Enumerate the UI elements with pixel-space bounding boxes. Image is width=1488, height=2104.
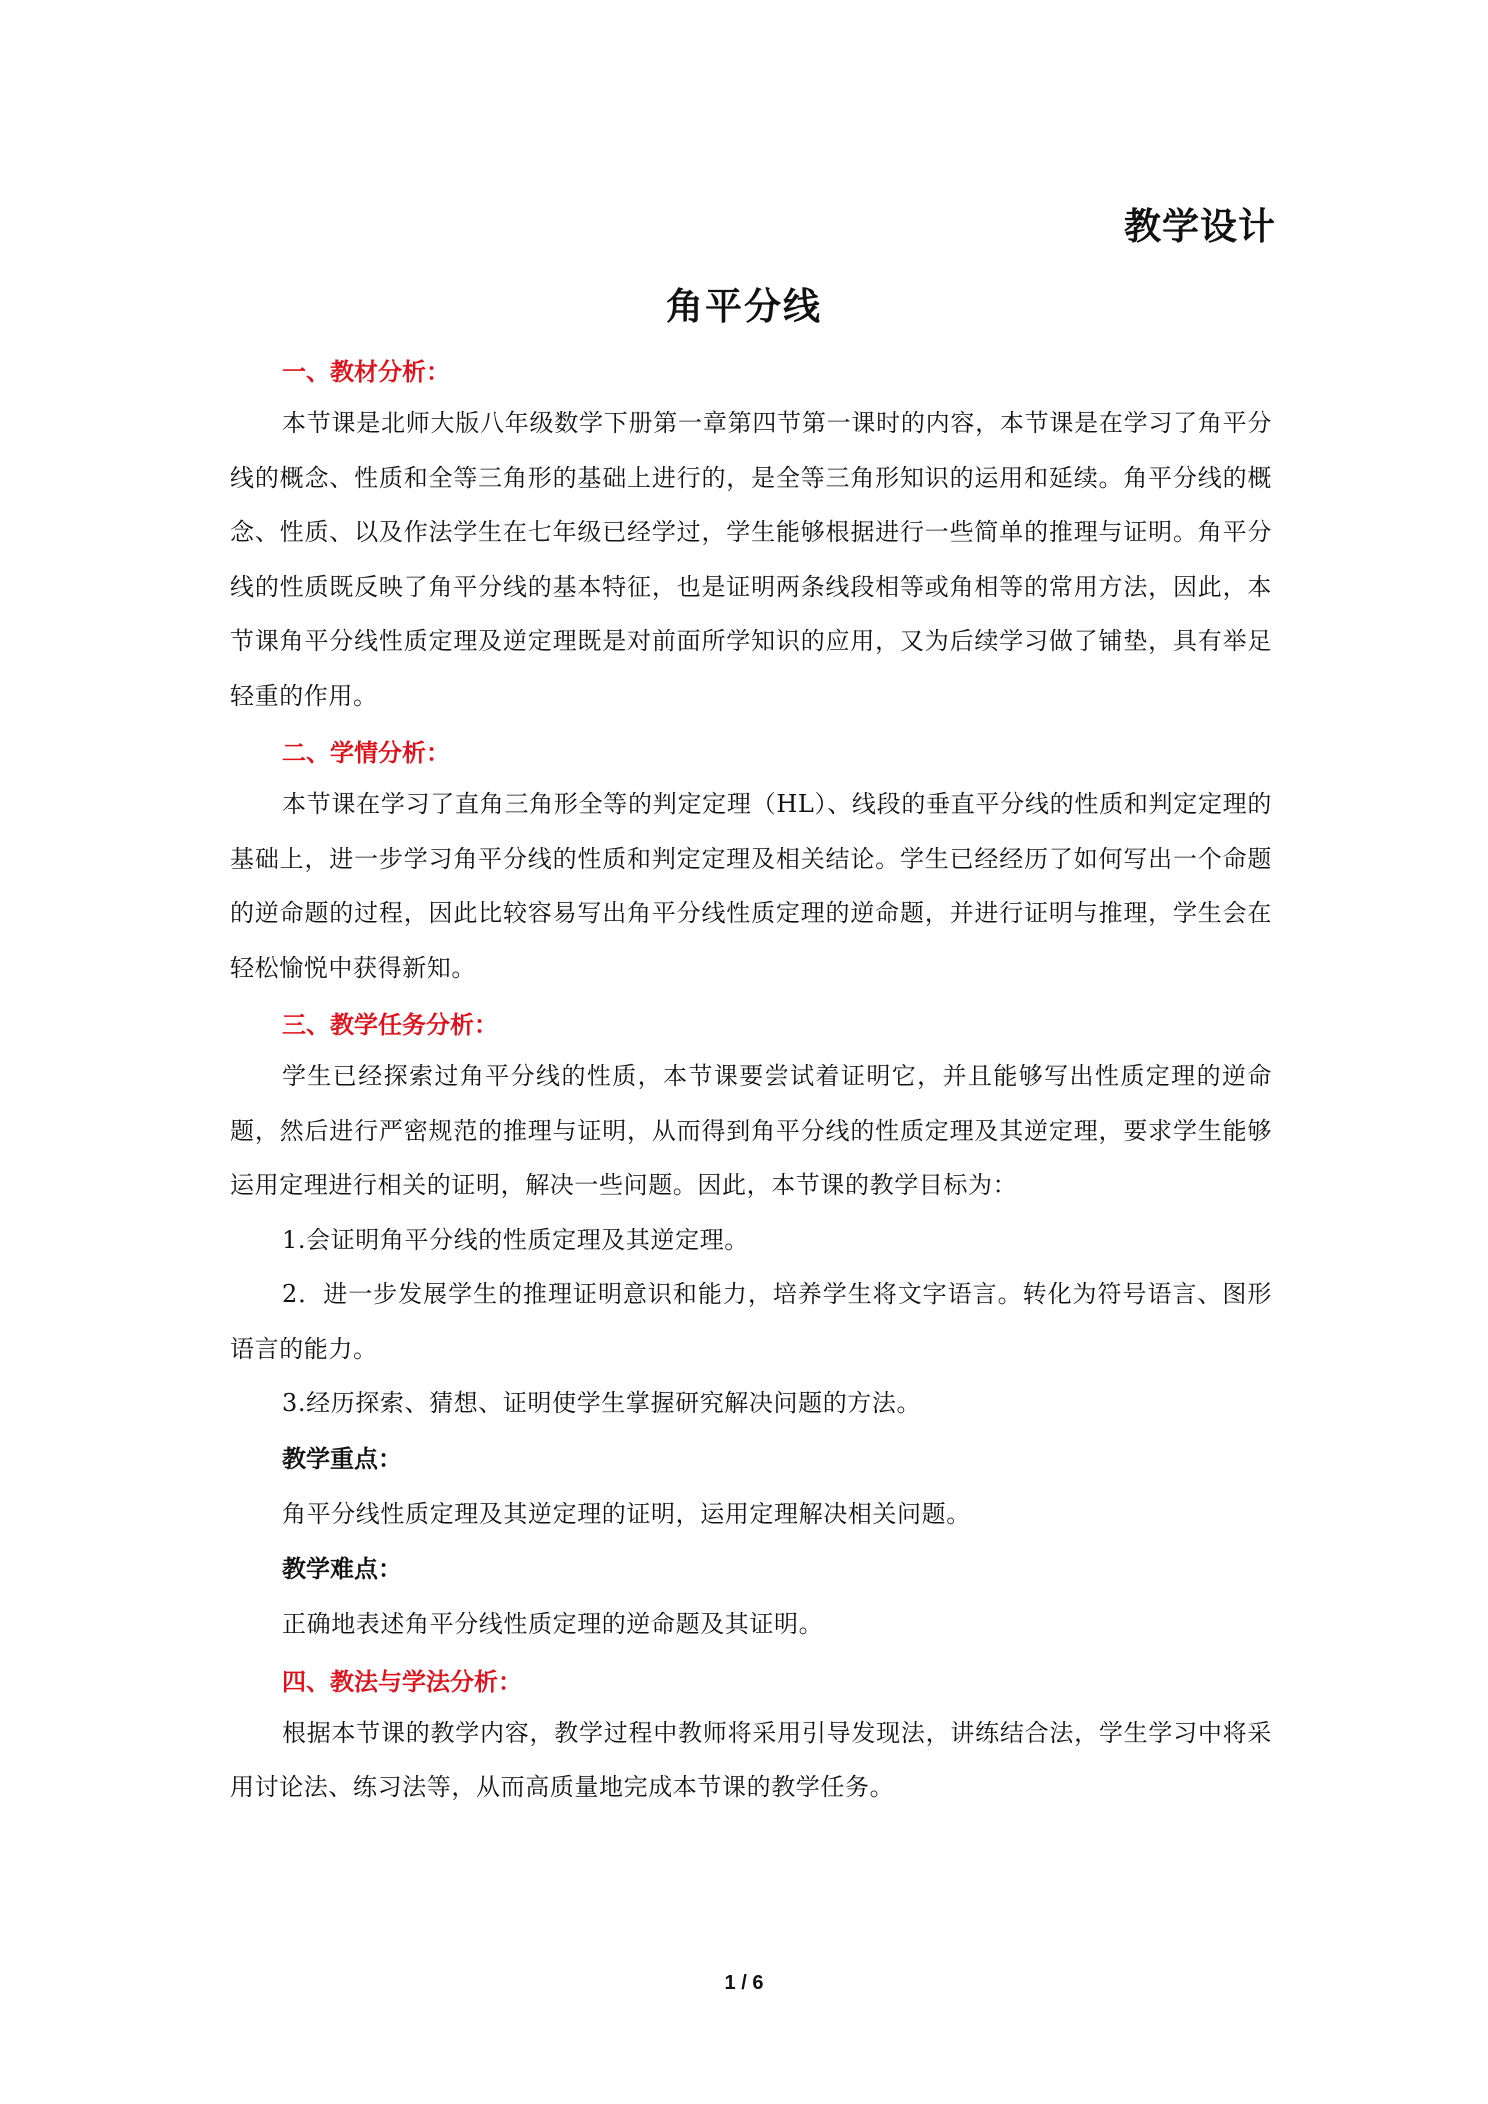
- section-heading: 四、教法与学法分析：: [282, 1667, 522, 1696]
- paragraph: 根据本节课的教学内容，教学过程中教师将采用引导发现法，讲练结合法，学生学习中将采用讨论法、练习法等，从而高质量地完成本节课的教学任务。: [230, 1718, 1272, 1801]
- section-heading: 一、教材分析：: [282, 358, 450, 386]
- section-teaching-task-analysis: [230, 1001, 1272, 1652]
- document-type-label: 教学设计: [1124, 205, 1276, 248]
- difficulty-text: 正确地表述角平分线性质定理的逆命题及其证明。: [282, 1610, 824, 1638]
- key-point-text: 角平分线性质定理及其逆定理的证明，运用定理解决相关问题。: [282, 1499, 971, 1528]
- document-title: 角平分线: [666, 285, 822, 328]
- document-body: [230, 348, 1272, 1815]
- section-textbook-analysis: [230, 348, 1272, 723]
- objective-item: 2．进一步发展学生的推理证明意识和能力，培养学生将文字语言。转化为符号语言、图形语言的能力。: [230, 1280, 1272, 1363]
- difficulty-label: 教学难点：: [282, 1555, 402, 1583]
- paragraph: 本节课在学习了直角三角形全等的判定定理（HL）、线段的垂直平分线的性质和判定定理的基础上，进一步学习角平分线的性质和判定定理及相关结论。学生已经经历了如何写出一个命题的逆命题的过程，因此比较容易写出角平分线性质定理的逆命题，并进行证明与推理，学生会在轻松愉悦中获得新知。: [230, 790, 1272, 982]
- section-teaching-method-analysis: [230, 1658, 1272, 1815]
- section-heading: 二、学情分析：: [282, 739, 450, 767]
- section-student-analysis: [230, 729, 1272, 995]
- section-heading: 三、教学任务分析：: [282, 1011, 498, 1039]
- paragraph: 学生已经探索过角平分线的性质，本节课要尝试着证明它，并且能够写出性质定理的逆命题，然后进行严密规范的推理与证明，从而得到角平分线的性质定理及其逆定理，要求学生能够运用定理进行相关的证明，解决一些问题。因此，本节课的教学目标为：: [230, 1062, 1272, 1199]
- page-number: 1 / 6: [724, 1972, 764, 1994]
- objective-item: 3.经历探索、猜想、证明使学生掌握研究解决问题的方法。: [282, 1389, 922, 1417]
- key-point-label: 教学重点：: [282, 1444, 402, 1473]
- objective-item: 1.会证明角平分线的性质定理及其逆定理。: [282, 1225, 749, 1254]
- paragraph: 本节课是北师大版八年级数学下册第一章第四节第一课时的内容，本节课是在学习了角平分线的概念、性质和全等三角形的基础上进行的，是全等三角形知识的运用和延续。角平分线的概念、性质、以及作法学生在七年级已经学过，学生能够根据进行一些简单的推理与证明。角平分线的性质既反映了角平分线的基本特征，也是证明两条线段相等或角相等的常用方法，因此，本节课角平分线性质定理及逆定理既是对前面所学知识的应用，又为后续学习做了铺垫，具有举足轻重的作用。: [230, 409, 1272, 710]
